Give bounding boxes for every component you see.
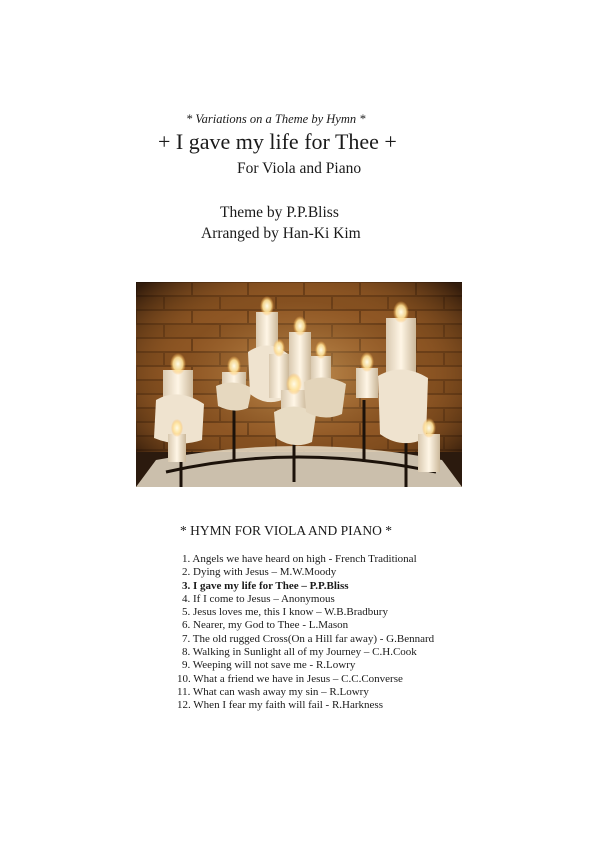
theme-credit: Theme by P.P.Bliss (220, 204, 339, 221)
hymn-list-item: 2. Dying with Jesus – M.W.Moody (182, 566, 337, 579)
hymn-list-heading: * HYMN FOR VIOLA AND PIANO * (180, 523, 393, 538)
hymn-list-item: 6. Nearer, my God to Thee - L.Mason (182, 619, 349, 632)
instrumentation-line: For Viola and Piano (237, 160, 362, 177)
hymn-list-item: 7. The old rugged Cross(On a Hill far away) - G.Bennard (182, 632, 435, 645)
arranger-credit: Arranged by Han-Ki Kim (201, 225, 361, 242)
hymn-list-item: 3. I gave my life for Thee – P.P.Bliss (182, 579, 349, 592)
hymn-list-item: 12. When I fear my faith will fail - R.Harkness (177, 699, 383, 712)
hymn-list-item: 1. Angels we have heard on high - French Traditional (182, 553, 417, 565)
hymn-list-item: 8. Walking in Sunlight all of my Journey – C.H.Cook (182, 646, 417, 659)
hymn-list-item: 4. If I come to Jesus – Anonymous (182, 592, 335, 605)
page-title: + I gave my life for Thee + (158, 129, 397, 154)
hymn-list (177, 553, 435, 713)
hymn-list-item: 10. What a friend we have in Jesus – C.C.Converse (177, 672, 403, 685)
hymn-list-item: 5. Jesus loves me, this I know – W.B.Bradbury (182, 606, 388, 619)
candles-photo (136, 282, 462, 487)
hymn-list-item: 11. What can wash away my sin – R.Lowry (177, 685, 369, 698)
cover-subtitle: * Variations on a Theme by Hymn * (186, 112, 366, 126)
hymn-list-item: 9. Weeping will not save me - R.Lowry (182, 659, 356, 672)
